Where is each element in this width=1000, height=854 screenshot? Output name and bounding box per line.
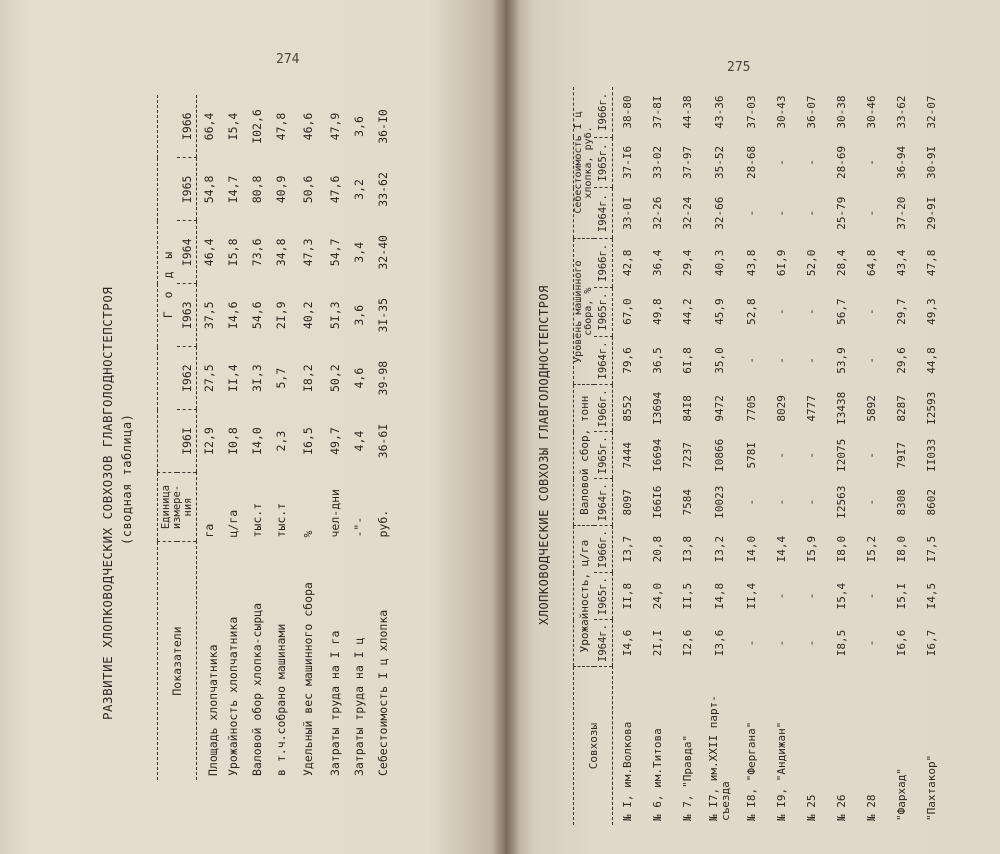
header-yield: Урожайность, ц/га: [574, 526, 595, 667]
table-row: [197, 95, 221, 780]
cell-gross: 4777: [805, 395, 818, 422]
row-value: 3I,3: [249, 364, 264, 392]
cell-gross: I66I6: [651, 485, 664, 519]
cell-gross: 8029: [775, 395, 788, 422]
cell-machine: 49,8: [651, 298, 664, 325]
row-value: 3,6: [351, 304, 366, 326]
cell-gross: II033: [925, 438, 938, 472]
table-row: [703, 87, 737, 825]
sovkhoz-name: № I, им.Волкова: [621, 721, 635, 821]
cell-gross: 8287: [895, 395, 908, 422]
cell-gross: I3694: [651, 391, 664, 425]
cell-machine: 44,8: [925, 347, 938, 374]
cell-machine: 52,8: [745, 298, 758, 325]
row-value: I6,5: [300, 427, 315, 455]
cell-yield: -: [775, 592, 788, 600]
cell-yield: I6,6: [895, 629, 908, 657]
left-page-subtitle: (сводная таблица): [120, 413, 134, 545]
table-row: [245, 95, 269, 780]
row-value: 4,6: [351, 367, 366, 389]
row-value: 4,4: [351, 430, 366, 452]
cell-cost: 28-69: [835, 145, 848, 180]
row-value: I2,9: [201, 427, 216, 455]
cell-cost: 30-43: [775, 95, 788, 129]
row-value: 36-6I: [375, 423, 390, 459]
right-sovkhoz-table: [573, 87, 947, 825]
cell-cost: 33-02: [651, 145, 664, 180]
cell-gross: -: [805, 498, 818, 506]
row-label: Удельный вес машинного сбора: [300, 582, 315, 776]
cell-gross: 7705: [745, 395, 758, 422]
cell-machine: 28,4: [835, 249, 848, 277]
row-label: Площадь хлопчатника: [205, 644, 220, 776]
cell-gross: 7584: [681, 488, 694, 516]
year-header: I966г.: [594, 87, 613, 137]
row-value: 46,6: [300, 112, 315, 141]
table-row: [221, 95, 245, 780]
header-unit: Единица измере- ния: [158, 473, 197, 542]
cell-yield: I8,0: [835, 535, 848, 563]
cell-gross: -: [865, 498, 878, 506]
row-value: 40,9: [273, 175, 288, 204]
cell-cost: 38-80: [621, 95, 635, 129]
row-value: I02,6: [249, 109, 264, 144]
cell-yield: I4,5: [925, 582, 938, 610]
table-row: [797, 87, 827, 825]
cell-yield: 20,8: [651, 535, 664, 563]
header-gross: Валовой сбор, тонн: [574, 385, 595, 526]
cell-yield: II,5: [681, 582, 694, 610]
cell-yield: I4,4: [775, 535, 788, 563]
cell-machine: 42,8: [621, 249, 635, 277]
page-number-right: 275: [727, 60, 751, 75]
row-value: I5,4: [225, 112, 240, 141]
cell-cost: 28-68: [745, 145, 758, 180]
cell-gross: 8602: [925, 488, 938, 516]
cell-cost: 25-79: [835, 196, 848, 230]
table-row: [643, 87, 673, 825]
cell-machine: 29,6: [895, 347, 908, 374]
row-value: 73,6: [249, 238, 264, 267]
cell-yield: I4,0: [745, 535, 758, 563]
cell-cost: 29-9I: [925, 196, 938, 230]
table-row: [857, 87, 887, 825]
cell-gross: I0023: [713, 485, 726, 519]
sovkhoz-name: "Фархад": [895, 768, 908, 821]
table-row: [887, 87, 917, 825]
row-unit: тыс.т: [249, 502, 264, 538]
table-row: [293, 95, 323, 780]
cell-cost: 37-20: [895, 196, 908, 230]
sovkhoz-name: № I9, "Андижан": [775, 721, 788, 821]
row-unit: ц/га: [225, 509, 240, 538]
cell-gross: 79I7: [895, 442, 908, 469]
sovkhoz-name: № 7, "Правда": [681, 734, 694, 821]
cell-gross: 9472: [713, 395, 726, 422]
row-unit: -"-: [351, 516, 366, 538]
row-value: 37,5: [201, 301, 216, 330]
cell-yield: -: [805, 639, 818, 647]
cell-cost: 30-9I: [925, 145, 938, 180]
cell-cost: -: [805, 159, 818, 166]
row-value: 54,8: [201, 175, 216, 204]
cell-machine: 35,0: [713, 347, 726, 374]
cell-machine: -: [805, 357, 818, 364]
cell-gross: I3438: [835, 391, 848, 425]
sovkhoz-name: № 26: [835, 794, 848, 821]
sovkhoz-name: № 25: [805, 794, 818, 821]
cell-cost: -: [745, 209, 758, 217]
cell-yield: I5,2: [865, 535, 878, 563]
cell-cost: -: [865, 159, 878, 166]
row-value: 39-98: [375, 360, 390, 396]
row-value: 80,8: [249, 175, 264, 204]
row-label: Затраты труда на I га: [327, 630, 342, 776]
year-header: I966г.: [594, 526, 613, 573]
cell-yield: I4,8: [713, 582, 726, 610]
table-row: [269, 95, 293, 780]
cell-yield: 24,0: [651, 582, 664, 610]
year-header: I964г.: [594, 188, 613, 239]
left-page-title: РАЗВИТИЕ ХЛОПКОВОДЧЕСКИХ СОВХОЗОВ ГЛАВГОЛОДНОСТЕПСТРОЯ: [100, 286, 115, 720]
cell-yield: -: [775, 639, 788, 647]
cell-cost: 37-03: [745, 95, 758, 129]
cell-cost: 32-66: [713, 196, 726, 230]
row-value: I8,2: [300, 364, 315, 392]
sovkhoz-name: № 28: [865, 794, 878, 821]
row-value: 54,7: [327, 238, 342, 267]
row-value: I5,8: [225, 238, 240, 267]
year-header: I965г.: [594, 287, 613, 336]
row-value: 47,3: [300, 238, 315, 267]
table-row: [371, 95, 395, 780]
cell-machine: 36,4: [651, 249, 664, 277]
cell-gross: -: [865, 451, 878, 459]
header-sovkhoz: Совхозы: [574, 667, 613, 826]
cell-cost: 33-62: [895, 95, 908, 129]
row-value: 3,2: [351, 179, 366, 200]
header-machine: Уровень машинного сбора, %: [574, 238, 595, 384]
cell-gross: 8308: [895, 488, 908, 516]
row-value: 3,4: [351, 241, 366, 263]
cell-cost: 36-07: [805, 95, 818, 129]
cell-yield: II,4: [745, 582, 758, 610]
cell-gross: I0866: [713, 438, 726, 472]
row-unit: чел-дни: [327, 489, 342, 538]
cell-machine: 53,9: [835, 347, 848, 374]
row-value: 2I,9: [273, 301, 288, 330]
right-page-title: ХЛОПКОВОДЧЕСКИЕ СОВХОЗЫ ГЛАВГОЛОДНОСТЕПСТРОЯ: [537, 285, 551, 625]
row-value: 47,9: [327, 112, 342, 141]
row-unit: руб.: [375, 509, 390, 538]
sovkhoz-name: № I8, "Фергана": [745, 721, 758, 821]
cell-machine: 40,3: [713, 249, 726, 277]
table-row: [917, 87, 947, 825]
cell-yield: I3,7: [621, 535, 635, 563]
cell-yield: I4,6: [621, 629, 635, 657]
page-number-left: 274: [276, 52, 300, 67]
sovkhoz-name: "Пахтакор": [925, 754, 938, 821]
cell-yield: II,8: [621, 582, 635, 610]
cell-machine: 79,6: [621, 347, 635, 374]
row-label: Урожайность хлопчатника: [225, 616, 240, 776]
row-unit: тыс.т: [273, 502, 288, 538]
row-value: 3I-35: [375, 297, 390, 333]
row-value: 40,2: [300, 301, 315, 330]
cell-machine: 49,3: [925, 298, 938, 325]
row-value: 49,7: [327, 427, 342, 455]
row-label: Затраты труда на I ц: [351, 637, 366, 776]
row-value: 5,7: [273, 367, 288, 389]
cell-yield: -: [865, 592, 878, 600]
table-row: [323, 95, 347, 780]
cell-yield: -: [745, 639, 758, 647]
cell-machine: -: [775, 357, 788, 364]
cell-gross: -: [775, 451, 788, 459]
row-value: 2,3: [273, 430, 288, 452]
row-value: II,4: [225, 364, 240, 392]
cell-cost: 30-38: [835, 95, 848, 129]
right-page: [505, 0, 1000, 854]
year-header: I966: [177, 95, 197, 158]
year-header: I965г.: [594, 137, 613, 188]
cell-cost: 43-36: [713, 95, 726, 129]
year-header: I964г.: [594, 336, 613, 385]
year-header: I964: [177, 221, 197, 284]
row-value: 5I,3: [327, 301, 342, 330]
year-header: I963: [177, 284, 197, 347]
book-gutter: [492, 0, 520, 854]
year-header: I96I: [177, 410, 197, 473]
cell-gross: I2593: [925, 391, 938, 425]
row-value: 54,6: [249, 301, 264, 330]
cell-gross: 7237: [681, 442, 694, 469]
year-header: I966г.: [594, 385, 613, 432]
cell-machine: 64,8: [865, 249, 878, 277]
row-value: 33-62: [375, 172, 390, 207]
cell-yield: I5,4: [835, 582, 848, 610]
cell-gross: I2075: [835, 438, 848, 472]
cell-cost: 32-07: [925, 95, 938, 129]
year-header: I964г.: [594, 620, 613, 667]
row-value: I0,8: [225, 427, 240, 455]
cell-yield: I3,8: [681, 535, 694, 563]
row-value: 47,8: [273, 112, 288, 141]
row-value: I4,0: [249, 427, 264, 455]
cell-yield: -: [865, 639, 878, 647]
year-header: I962: [177, 347, 197, 410]
cell-machine: -: [865, 357, 878, 364]
cell-machine: 67,0: [621, 298, 635, 325]
cell-cost: 32-24: [681, 196, 694, 230]
cell-cost: -: [865, 209, 878, 217]
table-row: [737, 87, 767, 825]
cell-gross: 578I: [745, 442, 758, 469]
table-row: [673, 87, 703, 825]
table-row: [827, 87, 857, 825]
cell-yield: I5,I: [895, 582, 908, 610]
cell-machine: 6I,8: [681, 347, 694, 374]
cell-yield: I8,0: [895, 535, 908, 563]
cell-machine: 56,7: [835, 298, 848, 325]
cell-yield: I2,6: [681, 629, 694, 657]
cell-machine: -: [805, 308, 818, 315]
cell-gross: -: [805, 451, 818, 459]
table-row: [613, 87, 643, 825]
cell-cost: -: [775, 159, 788, 166]
cell-machine: 36,5: [651, 347, 664, 374]
cell-machine: 45,9: [713, 298, 726, 325]
cell-cost: 37-97: [681, 145, 694, 180]
cell-machine: -: [775, 308, 788, 315]
right-rotated-content: [533, 85, 993, 825]
cell-gross: I2563: [835, 485, 848, 519]
row-label: Валовой обор хлопка-сырца: [249, 602, 264, 776]
cell-yield: I5,9: [805, 535, 818, 563]
cell-machine: 6I,9: [775, 249, 788, 277]
left-rotated-content: [95, 90, 425, 780]
cell-machine: 29,4: [681, 249, 694, 277]
cell-gross: 5892: [865, 395, 878, 422]
year-header: I964г.: [594, 479, 613, 526]
row-value: 46,4: [201, 238, 216, 267]
cell-yield: I3,2: [713, 535, 726, 563]
row-value: 50,6: [300, 175, 315, 204]
cell-cost: -: [775, 209, 788, 217]
cell-gross: I6694: [651, 438, 664, 472]
row-value: 34,8: [273, 238, 288, 267]
cell-cost: 44-38: [681, 95, 694, 129]
cell-machine: 43,4: [895, 249, 908, 277]
cell-cost: 37-8I: [651, 95, 664, 129]
cell-cost: 36-94: [895, 145, 908, 180]
cell-gross: -: [775, 498, 788, 506]
table-row: [347, 95, 371, 780]
header-cost: Себестоимость I ц хлопка, руб.: [574, 87, 595, 238]
row-value: 27,5: [201, 364, 216, 392]
cell-cost: 37-I6: [621, 145, 635, 180]
cell-yield: -: [805, 592, 818, 600]
cell-cost: 33-0I: [621, 196, 635, 230]
row-value: 32-40: [375, 235, 390, 270]
year-header: I965г.: [594, 573, 613, 620]
cell-machine: 29,7: [895, 298, 908, 325]
cell-machine: 43,8: [745, 249, 758, 277]
row-value: 47,6: [327, 175, 342, 204]
cell-machine: 47,8: [925, 249, 938, 277]
cell-cost: -: [805, 209, 818, 217]
cell-machine: 52,0: [805, 249, 818, 277]
row-unit: %: [300, 530, 315, 538]
cell-gross: -: [745, 498, 758, 506]
cell-gross: 7444: [621, 442, 635, 469]
cell-gross: 8097: [621, 488, 635, 516]
cell-gross: 8552: [621, 395, 635, 422]
cell-cost: 35-52: [713, 145, 726, 180]
cell-machine: -: [865, 308, 878, 315]
cell-cost: 30-46: [865, 95, 878, 129]
year-header: I965: [177, 158, 197, 221]
left-summary-table: [157, 95, 395, 780]
header-years-group: Г о д ы: [158, 95, 178, 473]
row-value: I4,7: [225, 175, 240, 204]
row-value: I4,6: [225, 301, 240, 330]
row-value: 50,2: [327, 364, 342, 392]
sovkhoz-name: № 6, им.Титова: [651, 728, 664, 821]
cell-machine: -: [745, 357, 758, 364]
cell-yield: I8,5: [835, 629, 848, 657]
row-value: 66,4: [201, 112, 216, 141]
row-value: 36-I0: [375, 109, 390, 144]
cell-gross: 84I8: [681, 395, 694, 422]
header-indicator: Показатели: [158, 542, 197, 781]
cell-machine: 44,2: [681, 298, 694, 325]
row-value: 3,6: [351, 116, 366, 137]
sovkhoz-name: № I7, им.XXII парт-съезда: [706, 695, 732, 821]
cell-yield: I7,5: [925, 535, 938, 563]
cell-yield: 2I,I: [651, 629, 664, 657]
year-header: I966г.: [594, 238, 613, 287]
row-unit: га: [201, 523, 216, 538]
cell-yield: I3,6: [713, 629, 726, 657]
year-header: I965г.: [594, 432, 613, 479]
row-label: в т.ч.собрано машинами: [273, 623, 288, 776]
cell-yield: I6,7: [925, 629, 938, 657]
row-label: Себестоимость I ц хлопка: [375, 609, 390, 776]
cell-cost: 32-26: [651, 196, 664, 230]
table-row: [767, 87, 797, 825]
